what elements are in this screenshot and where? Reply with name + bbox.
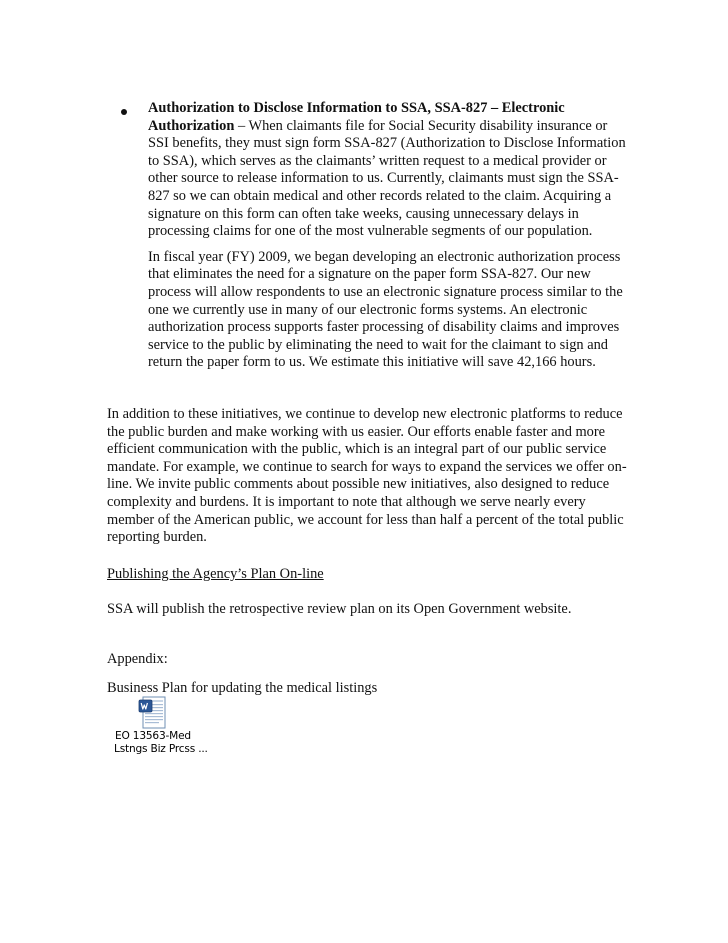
publishing-heading: Publishing the Agency’s Plan On-line bbox=[107, 566, 324, 582]
word-document-icon[interactable] bbox=[138, 696, 168, 730]
attachment-name-line2: Lstngs Biz Prcss ... bbox=[114, 742, 208, 755]
bullet-title: Authorization to Disclose Information to SSA, SSA-827 – Electronic Authorization bbox=[148, 100, 565, 134]
initiatives-paragraph: In addition to these initiatives, we continue to develop new electronic platforms to reduce the public burden and make working with us easier. Our efforts enable faster and more efficient communication with the public, which is an integral part of our public service mandate. For example, we continue to search for ways to expand the services we offer on-line. We invite public comments about possible new initiatives, also designed to reduce complexity and burdens. It is important to note that although we serve nearly every member of the American public, we account for less than half a percent of the total public reporting burden. bbox=[107, 406, 627, 546]
appendix-label: Appendix: bbox=[107, 651, 168, 667]
attachment-name-line1: EO 13563-Med bbox=[115, 730, 191, 742]
bullet-dot bbox=[121, 109, 127, 115]
appendix-item: Business Plan for updating the medical listings bbox=[107, 680, 378, 696]
bullet-body bbox=[148, 100, 628, 372]
attachment-label[interactable] bbox=[108, 730, 218, 755]
bullet-text: – When claimants file for Social Security disability insurance or SSI benefits, they must sign form SSA-827 (Authorization to Disclose Information to SSA), which serves as the claimants’ written request to a medical provider or other source to release information to us. Currently, claimants must sign the SSA-827 so we can obtain medical and other records related to the claim. Acquiring a signature on this form can often take weeks, causing unnecessary delays in processing claims for one of the most vulnerable segments of our population. bbox=[148, 117, 626, 240]
bullet-paragraph bbox=[148, 100, 628, 241]
publishing-text: SSA will publish the retrospective review plan on its Open Government website. bbox=[107, 601, 572, 617]
bullet-followup-paragraph: In fiscal year (FY) 2009, we began developing an electronic authorization process that eliminates the need for a signature on the paper form SSA-827. Our new process will allow respondents to use an electronic signature process similar to the one we currently use in many of our electronic forms systems. An electronic authorization process supports faster processing of disability claims and improves service to the public by eliminating the need to wait for the claimant to sign and return the paper form to us. We estimate this initiative will save 42,166 hours. bbox=[148, 248, 623, 371]
